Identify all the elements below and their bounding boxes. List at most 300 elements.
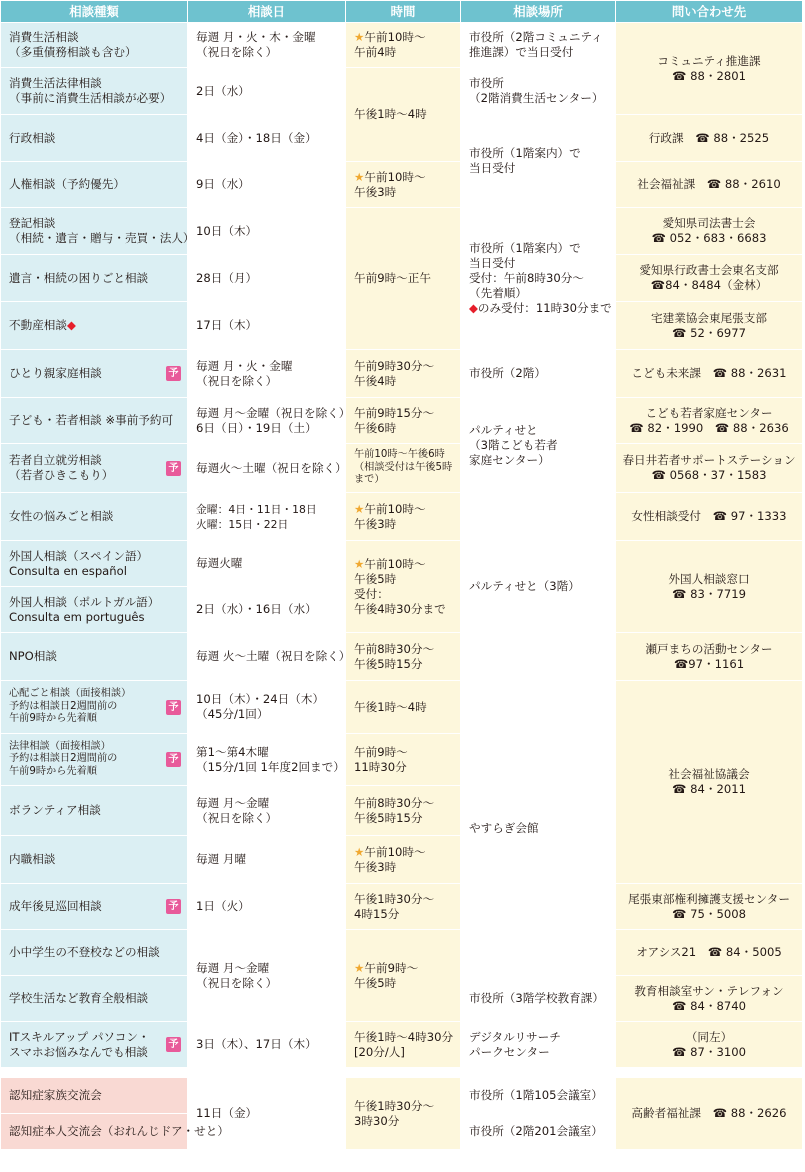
text-span: ☎ 83・7719 — [672, 586, 746, 601]
consultation-place — [461, 681, 616, 976]
reservation-icon: 予 — [166, 899, 181, 914]
text-line — [196, 177, 345, 192]
text-line — [354, 45, 460, 60]
text-line — [196, 1106, 345, 1121]
text-line — [196, 1037, 345, 1052]
text-span: 成年後見巡回相談 — [9, 899, 102, 913]
header-cell: 時間 — [346, 1, 461, 23]
text-span: 行政課 ☎ 88・2525 — [648, 130, 770, 145]
consultation-place — [461, 350, 616, 398]
consultation-type — [1, 541, 188, 587]
consultation-place — [461, 68, 616, 115]
text-line — [616, 1106, 802, 1121]
text-line — [469, 1045, 615, 1060]
text-span: 外国人相談（スペイン語） — [9, 548, 149, 563]
consultation-type — [1, 930, 188, 976]
text-span: 午後1時～4時 — [354, 107, 427, 121]
type-text — [9, 216, 195, 246]
text-line — [196, 811, 345, 826]
text-span: 9日（水） — [196, 177, 250, 191]
text-line — [9, 45, 137, 60]
text-line — [354, 976, 460, 991]
type-text — [9, 76, 171, 106]
text-line — [196, 760, 345, 775]
text-span: 社会福祉課 ☎ 88・2610 — [637, 177, 781, 191]
consultation-place — [461, 1022, 616, 1068]
text-line — [469, 1088, 615, 1103]
text-span: パークセンター — [469, 1044, 550, 1059]
consultation-type — [1, 884, 188, 930]
consultation-date — [188, 208, 346, 255]
consultation-type — [1, 786, 188, 836]
contact — [616, 255, 803, 302]
text-line — [9, 899, 102, 914]
text-line — [9, 1030, 150, 1045]
consultation-type — [1, 23, 188, 68]
text-span: 毎週 月曜 — [196, 852, 247, 866]
text-span: 毎週 月～金曜（祝日を除く） — [196, 405, 351, 420]
type-wrap — [9, 177, 187, 192]
text-line — [354, 961, 460, 976]
text-span: 市役所（3階学校教育課） — [469, 991, 604, 1005]
consultation-date — [188, 734, 346, 786]
text-span: パルティせと — [469, 422, 538, 437]
consultation-place — [461, 976, 616, 1022]
type-text — [9, 177, 125, 192]
consultation-date — [188, 541, 346, 587]
text-line — [9, 549, 148, 564]
text-line — [354, 557, 460, 572]
text-line — [616, 278, 802, 293]
text-line — [616, 54, 802, 69]
contact — [616, 350, 803, 398]
gap-cell — [1, 1068, 803, 1078]
text-line — [196, 796, 345, 811]
text-span: スマホお悩みなんでも相談 — [9, 1044, 148, 1059]
consultation-date — [188, 68, 346, 115]
text-line — [9, 509, 113, 524]
text-span: ひとり親家庭相談 — [9, 366, 102, 380]
text-span: パルティせと（3階） — [469, 579, 580, 593]
text-line — [354, 700, 460, 715]
text-line — [616, 999, 802, 1014]
text-line — [354, 572, 460, 587]
contact — [616, 23, 803, 115]
text-line — [616, 1045, 802, 1060]
text-line — [354, 449, 460, 462]
text-line — [196, 30, 345, 45]
text-span: 内職相談 — [9, 852, 56, 866]
consultation-date — [188, 884, 346, 930]
consultation-place — [461, 115, 616, 208]
text-span: 午前9時から先着順 — [9, 765, 97, 777]
text-line — [616, 907, 802, 922]
text-line — [196, 707, 345, 722]
text-line — [354, 374, 460, 389]
text-line — [196, 461, 345, 476]
type-wrap — [9, 945, 187, 960]
text-line — [196, 502, 345, 517]
consultation-type — [1, 350, 188, 398]
text-line — [354, 760, 460, 775]
text-line — [469, 146, 615, 161]
consultation-place — [461, 23, 616, 68]
type-text — [9, 899, 102, 914]
text-span: 消費生活相談 — [9, 30, 79, 44]
table-row — [1, 884, 803, 930]
type-wrap — [9, 688, 187, 726]
text-span: ITスキルアップ パソコン・ — [9, 1029, 150, 1044]
text-line — [9, 713, 131, 726]
star-icon: ★ — [354, 960, 365, 975]
text-span: （多重債務相談も含む） — [9, 45, 137, 59]
consultation-place — [461, 208, 616, 350]
header-cell: 相談日 — [188, 1, 346, 23]
text-span: 午前9時30分～ — [354, 358, 435, 373]
text-span: Consulta em português — [9, 609, 145, 624]
text-span: 遺言・相続の困りごと相談 — [9, 270, 149, 285]
consultation-type — [1, 836, 188, 884]
text-span: 女性相談受付 ☎ 97・1333 — [631, 509, 787, 523]
type-wrap — [9, 453, 187, 483]
consultation-date — [188, 587, 346, 633]
text-span: ☎ 0568・37・1583 — [651, 468, 767, 482]
text-line — [354, 642, 460, 657]
text-line — [469, 438, 615, 453]
consultation-type — [1, 444, 188, 493]
text-line — [616, 177, 802, 192]
text-span: 春日井若者サポートステーション — [622, 453, 796, 467]
text-line — [469, 991, 615, 1006]
text-line — [9, 852, 55, 867]
text-line — [196, 602, 345, 617]
text-line — [9, 803, 101, 818]
text-span: 外国人相談（ポルトガル語） — [9, 594, 160, 609]
text-line — [9, 766, 117, 779]
consultation-date — [188, 1022, 346, 1068]
text-line — [9, 76, 171, 91]
text-span: 第1～第4木曜 — [196, 744, 269, 759]
text-line — [196, 976, 345, 991]
text-line — [354, 502, 460, 517]
text-line — [9, 177, 125, 192]
contact — [616, 115, 803, 162]
table-row — [1, 350, 803, 398]
type-text — [9, 649, 57, 664]
type-text — [9, 803, 101, 818]
text-span: ☎ 75・5008 — [672, 906, 746, 921]
text-span: ☎ 84・2011 — [672, 782, 746, 796]
type-wrap — [9, 413, 187, 428]
type-wrap — [9, 30, 187, 60]
diamond-icon: ◆ — [469, 301, 478, 315]
consultation-time — [346, 836, 461, 884]
text-line — [196, 224, 345, 239]
contact — [616, 444, 803, 493]
text-line — [354, 745, 460, 760]
text-line — [354, 359, 460, 374]
text-span: 火曜：15日・22日 — [196, 517, 289, 531]
type-text — [9, 1030, 150, 1060]
text-span: 午前10時～ — [364, 30, 426, 44]
text-line — [9, 564, 148, 579]
text-span: 市役所 — [469, 76, 504, 90]
text-span: 毎週火～土曜（祝日を除く） — [196, 460, 347, 475]
table-row — [1, 208, 803, 255]
text-span: ☎84・8484（金林） — [650, 278, 768, 292]
text-line — [354, 587, 460, 602]
consultation-time — [346, 930, 461, 1022]
text-line — [9, 131, 55, 146]
text-span: 午前4時 — [354, 45, 397, 59]
text-line — [469, 1124, 615, 1139]
text-line — [354, 602, 460, 617]
consultation-time — [346, 1022, 461, 1068]
text-line — [196, 556, 345, 571]
text-span: ☎ 84・8740 — [672, 998, 746, 1013]
text-span: 外国人相談窓口 — [668, 571, 750, 586]
text-span: 2日（水）・16日（水） — [196, 602, 317, 616]
text-line — [9, 1045, 150, 1060]
text-line — [9, 688, 131, 701]
type-wrap — [9, 271, 187, 286]
type-text — [9, 945, 160, 960]
contact — [616, 884, 803, 930]
text-span: 11日（金） — [196, 1106, 258, 1120]
star-icon: ★ — [354, 169, 365, 184]
text-span: 毎週 月～金曜 — [196, 960, 270, 975]
text-span: 予約は相談日2週間前の — [9, 753, 118, 765]
contact — [616, 633, 803, 681]
text-span: こども若者家庭センター — [645, 405, 773, 420]
consultation-time — [346, 1078, 461, 1150]
contact — [616, 930, 803, 976]
contact — [616, 681, 803, 884]
text-line — [9, 271, 148, 286]
text-line — [469, 45, 615, 60]
consultation-date — [188, 493, 346, 541]
text-span: 午後5時15分 — [354, 656, 423, 671]
type-wrap — [9, 216, 195, 246]
text-span: 午前10時～ — [364, 844, 426, 859]
contact — [616, 541, 803, 633]
text-span: 午後4時 — [354, 373, 397, 388]
type-wrap — [9, 318, 187, 333]
type-text — [9, 741, 117, 779]
text-line — [196, 405, 351, 421]
type-wrap — [9, 76, 187, 106]
star-icon: ★ — [354, 30, 365, 44]
consultation-time — [346, 786, 461, 836]
text-line — [354, 271, 460, 286]
consultation-date — [188, 681, 346, 734]
text-line — [9, 741, 117, 754]
text-line — [616, 263, 802, 278]
text-span: 午後1時～4時30分 — [354, 1029, 454, 1044]
consultation-time — [346, 884, 461, 930]
text-line — [469, 91, 615, 106]
text-line — [9, 413, 173, 428]
type-wrap — [9, 1124, 229, 1139]
type-text — [9, 991, 148, 1006]
consultation-place — [461, 493, 616, 681]
text-line — [354, 1099, 460, 1114]
text-span: 毎週 月～金曜 — [196, 795, 270, 810]
consultation-type — [1, 493, 188, 541]
consultation-type — [1, 1078, 188, 1114]
text-line — [469, 286, 615, 301]
type-wrap — [9, 649, 187, 664]
consultation-type — [1, 255, 188, 302]
type-wrap — [9, 991, 187, 1006]
consultation-type — [1, 734, 188, 786]
text-span: （先着順） — [469, 286, 527, 300]
type-wrap — [9, 1030, 187, 1060]
text-line — [354, 1045, 460, 1060]
text-line — [9, 649, 57, 664]
text-line — [616, 509, 802, 524]
type-wrap — [9, 595, 187, 625]
text-line — [9, 1124, 229, 1139]
text-span: 愛知県行政書士会東名支部 — [639, 263, 779, 277]
text-line — [196, 961, 345, 976]
type-text — [9, 549, 148, 579]
table-row — [1, 633, 803, 681]
consultation-type — [1, 976, 188, 1022]
consultation-time — [346, 734, 461, 786]
consultation-date — [188, 836, 346, 884]
text-span: まで） — [354, 474, 385, 486]
consultation-time — [346, 681, 461, 734]
reservation-icon: 予 — [166, 461, 181, 476]
consultation-date — [188, 255, 346, 302]
text-span: こども未来課 ☎ 88・2631 — [631, 366, 787, 380]
text-line — [354, 892, 460, 907]
text-span: 若者自立就労相談 — [9, 453, 102, 467]
contact — [616, 1022, 803, 1068]
text-line — [616, 216, 802, 231]
text-line — [354, 811, 460, 826]
contact — [616, 398, 803, 444]
text-line — [354, 796, 460, 811]
consultation-date — [188, 350, 346, 398]
contact — [616, 1078, 803, 1150]
consultation-date — [188, 162, 346, 208]
text-span: 市役所（2階201会議室） — [469, 1124, 603, 1138]
text-span: 心配ごと相談（面接相談） — [9, 688, 132, 700]
text-span: 10日（木） — [196, 223, 258, 238]
type-wrap — [9, 549, 187, 579]
contact — [616, 208, 803, 255]
type-text — [9, 595, 159, 625]
text-span: 3日（木）、17日（木） — [196, 1037, 317, 1051]
text-span: （若者ひきこもり） — [9, 468, 114, 482]
text-line — [616, 311, 802, 326]
consultation-time — [346, 493, 461, 541]
text-span: [20分/人] — [354, 1044, 405, 1059]
text-line — [196, 374, 345, 389]
text-span: やすらぎ会館 — [469, 820, 539, 835]
text-span: 午前10時～ — [364, 169, 426, 184]
text-line — [354, 474, 460, 487]
text-line — [616, 572, 802, 587]
text-line — [9, 701, 131, 714]
text-span: 尾張東部権利擁護支援センター — [628, 891, 790, 906]
text-span: 毎週火曜 — [196, 556, 243, 570]
text-span: 11時30分 — [354, 759, 407, 774]
type-text — [9, 318, 76, 333]
type-wrap — [9, 803, 187, 818]
text-span: （同左） — [685, 1029, 733, 1044]
text-span: Consulta en español — [9, 563, 127, 578]
text-span: ☎ 52・6977 — [672, 325, 746, 340]
text-line — [616, 657, 802, 672]
type-text — [9, 688, 131, 726]
text-span: （祝日を除く） — [196, 45, 278, 59]
text-span: 午前10時～ — [364, 501, 426, 516]
text-span: 当日受付 — [469, 161, 516, 175]
text-line — [469, 256, 615, 271]
text-span: ☎ 052・683・6683 — [651, 231, 767, 245]
text-span: 午後1時30分～ — [354, 891, 435, 906]
text-span: 午前8時30分～ — [354, 795, 435, 810]
text-span: 28日（月） — [196, 270, 258, 285]
text-line — [196, 649, 351, 664]
text-span: 午後6時 — [354, 420, 397, 435]
text-line — [354, 185, 460, 200]
header-cell: 問い合わせ先 — [616, 1, 803, 23]
table-row — [1, 930, 803, 976]
text-span: 午前9時15分～ — [354, 405, 435, 420]
text-span: （祝日を除く） — [196, 810, 278, 825]
text-line — [469, 579, 615, 594]
type-text — [9, 366, 102, 381]
type-text — [9, 852, 55, 867]
text-line — [616, 587, 802, 602]
text-span: 当日受付 — [469, 256, 516, 270]
type-wrap — [9, 1088, 187, 1103]
star-icon: ★ — [354, 501, 365, 516]
header-cell: 相談場所 — [461, 1, 616, 23]
reservation-icon: 予 — [166, 1037, 181, 1052]
text-line — [354, 657, 460, 672]
text-span: （事前に消費生活相談が必要） — [9, 91, 172, 105]
text-span: 認知症本人交流会（おれんじドア・せと） — [9, 1124, 229, 1138]
contact — [616, 302, 803, 350]
text-span: 午前8時30分～ — [354, 641, 435, 656]
text-line — [9, 610, 159, 625]
table-row — [1, 1078, 803, 1114]
consultation-time — [346, 162, 461, 208]
text-span: 6日（日）・19日（土） — [196, 420, 317, 435]
text-span: 予約は相談日2週間前の — [9, 700, 118, 712]
text-span: 午後1時30分～ — [354, 1098, 435, 1113]
text-span: 午前9時から先着順 — [9, 713, 97, 725]
text-span: 午後5時15分 — [354, 810, 423, 825]
text-line — [616, 131, 802, 146]
text-line — [196, 517, 345, 532]
consultation-date — [188, 930, 346, 1022]
text-span: 受付：午前8時30分～ — [469, 271, 584, 285]
text-line — [196, 421, 345, 436]
text-span: 毎週 月・火・金曜 — [196, 358, 293, 373]
text-line — [469, 366, 615, 381]
text-span: 毎週 火～土曜（祝日を除く） — [196, 649, 351, 663]
text-line — [9, 91, 171, 106]
consultation-type — [1, 681, 188, 734]
type-wrap — [9, 899, 187, 914]
consultation-date — [188, 23, 346, 68]
